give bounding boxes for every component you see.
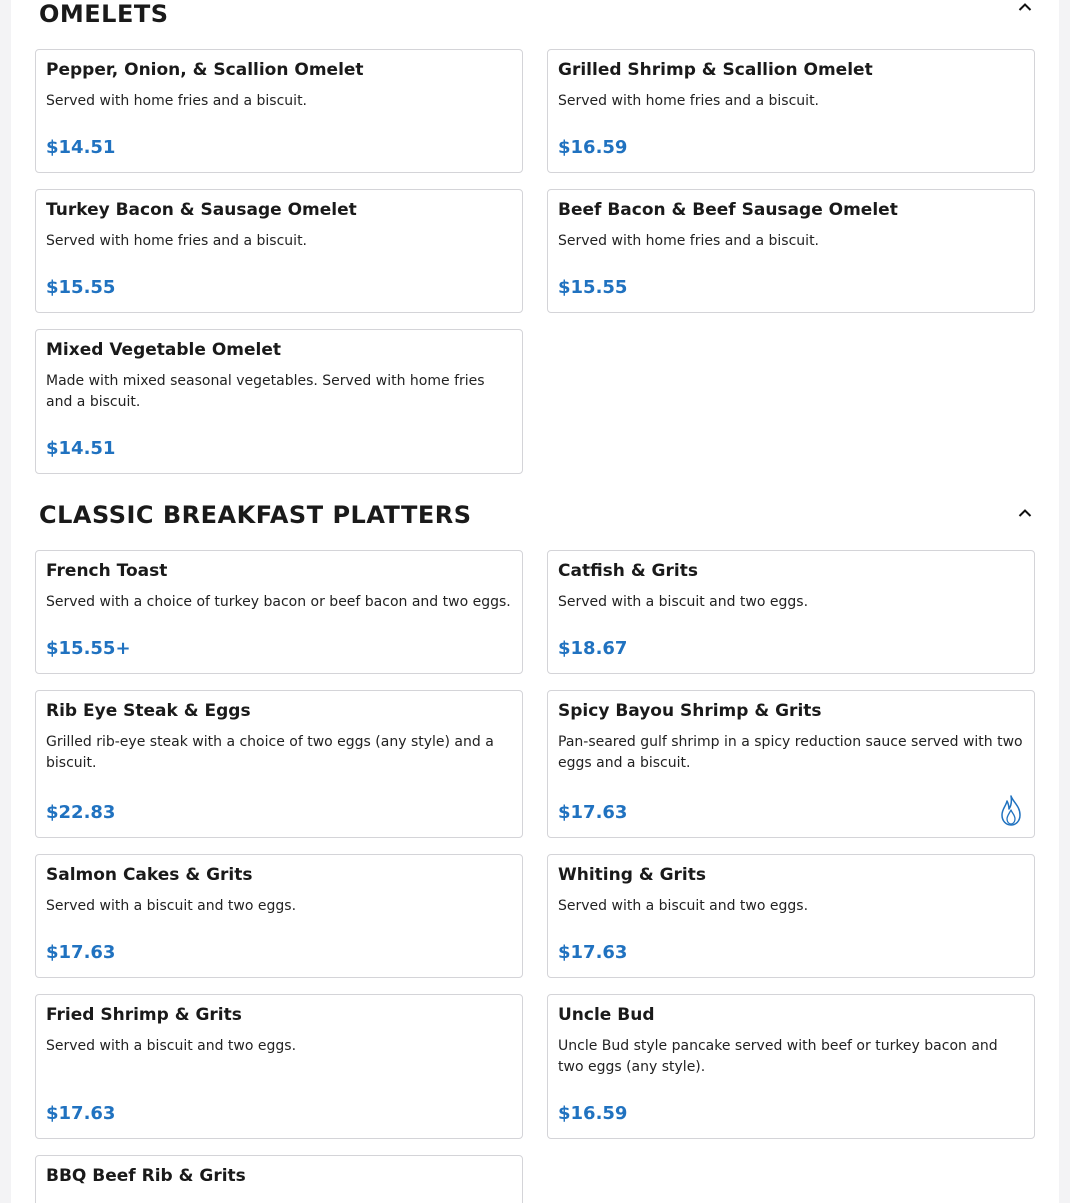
item-price: $15.55+ bbox=[46, 638, 131, 659]
menu-item-card[interactable] bbox=[547, 994, 1035, 1139]
item-name: Catfish & Grits bbox=[558, 561, 698, 581]
item-name: French Toast bbox=[46, 561, 168, 581]
collapse-button[interactable] bbox=[1013, 501, 1037, 525]
menu-item-card[interactable] bbox=[35, 854, 523, 978]
item-name: BBQ Beef Rib & Grits bbox=[46, 1166, 246, 1186]
item-name: Rib Eye Steak & Eggs bbox=[46, 701, 251, 721]
item-name: Grilled Shrimp & Scallion Omelet bbox=[558, 60, 873, 80]
item-price: $14.51 bbox=[46, 438, 116, 459]
item-description: Pan-seared gulf shrimp in a spicy reduction sauce served with two eggs and a biscuit. bbox=[558, 734, 1023, 771]
menu-item-card[interactable] bbox=[35, 1155, 523, 1203]
item-description: Served with a choice of turkey bacon or beef bacon and two eggs. bbox=[46, 594, 511, 610]
item-price: $15.55 bbox=[46, 277, 116, 298]
section-classic-breakfast-platters bbox=[11, 501, 1059, 1186]
menu-item-card[interactable] bbox=[35, 690, 523, 838]
menu-grid bbox=[35, 550, 1035, 1203]
section-title: OMELETS bbox=[39, 0, 169, 28]
item-name: Turkey Bacon & Sausage Omelet bbox=[46, 200, 357, 220]
flame-icon bbox=[998, 794, 1024, 828]
item-price: $15.55 bbox=[558, 277, 628, 298]
menu-grid bbox=[35, 49, 1035, 490]
section-title: CLASSIC BREAKFAST PLATTERS bbox=[39, 501, 472, 529]
item-price: $18.67 bbox=[558, 638, 628, 659]
item-price: $17.63 bbox=[46, 1103, 116, 1124]
item-description: Served with home fries and a biscuit. bbox=[558, 233, 820, 249]
item-name: Uncle Bud bbox=[558, 1005, 655, 1025]
item-price: $16.59 bbox=[558, 137, 628, 158]
item-description: Served with a biscuit and two eggs. bbox=[558, 898, 809, 914]
section-header bbox=[11, 0, 1059, 40]
item-name: Whiting & Grits bbox=[558, 865, 706, 885]
menu-item-card[interactable] bbox=[35, 49, 523, 173]
menu-item-card[interactable] bbox=[35, 550, 523, 674]
section-header bbox=[11, 501, 1059, 541]
chevron-up-icon bbox=[1018, 2, 1032, 12]
menu-item-card[interactable] bbox=[547, 49, 1035, 173]
item-name: Spicy Bayou Shrimp & Grits bbox=[558, 701, 822, 721]
item-description: Uncle Bud style pancake served with beef or turkey bacon and two eggs (any style). bbox=[558, 1038, 998, 1075]
section-omelets bbox=[11, 0, 1059, 459]
menu-item-card[interactable] bbox=[35, 994, 523, 1139]
item-name: Mixed Vegetable Omelet bbox=[46, 340, 282, 360]
item-price: $17.63 bbox=[46, 942, 116, 963]
item-price: $14.51 bbox=[46, 137, 116, 158]
item-description: Served with home fries and a biscuit. bbox=[46, 233, 308, 249]
item-price: $16.59 bbox=[558, 1103, 628, 1124]
item-description: Made with mixed seasonal vegetables. Served with home fries and a biscuit. bbox=[46, 373, 485, 410]
chevron-up-icon bbox=[1018, 508, 1032, 518]
menu-item-card[interactable] bbox=[35, 189, 523, 313]
item-price: $17.63 bbox=[558, 942, 628, 963]
item-description: Served with a biscuit and two eggs. bbox=[46, 1038, 297, 1054]
item-name: Fried Shrimp & Grits bbox=[46, 1005, 242, 1025]
menu-item-card[interactable] bbox=[547, 690, 1035, 838]
item-description: Served with home fries and a biscuit. bbox=[46, 93, 308, 109]
item-price: $17.63 bbox=[558, 802, 628, 823]
item-name: Beef Bacon & Beef Sausage Omelet bbox=[558, 200, 898, 220]
item-price: $22.83 bbox=[46, 802, 116, 823]
menu-page bbox=[11, 0, 1059, 1203]
item-name: Pepper, Onion, & Scallion Omelet bbox=[46, 60, 364, 80]
item-description: Served with a biscuit and two eggs. bbox=[46, 898, 297, 914]
menu-item-card[interactable] bbox=[547, 550, 1035, 674]
item-name: Salmon Cakes & Grits bbox=[46, 865, 253, 885]
item-description: Grilled rib-eye steak with a choice of two eggs (any style) and a biscuit. bbox=[46, 734, 494, 771]
collapse-button[interactable] bbox=[1013, 0, 1037, 19]
menu-item-card[interactable] bbox=[35, 329, 523, 474]
item-description: Served with home fries and a biscuit. bbox=[558, 93, 820, 109]
item-description: Served with a biscuit and two eggs. bbox=[558, 594, 809, 610]
menu-item-card[interactable] bbox=[547, 189, 1035, 313]
menu-item-card[interactable] bbox=[547, 854, 1035, 978]
